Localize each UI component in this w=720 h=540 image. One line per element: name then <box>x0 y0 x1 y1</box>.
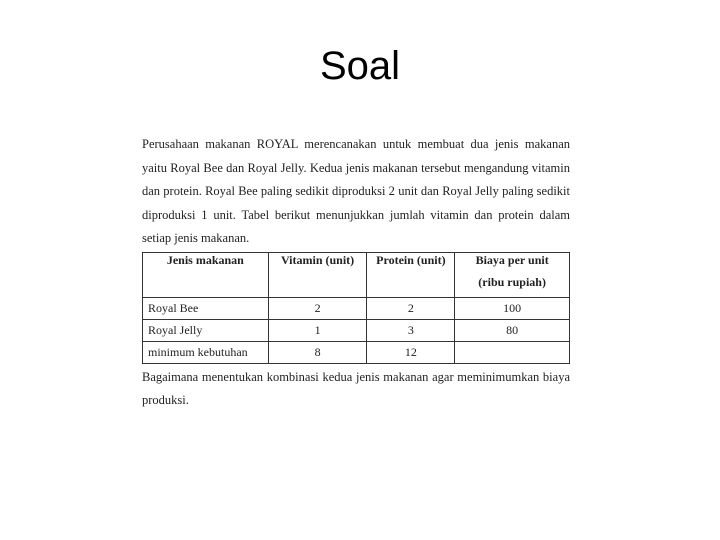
table-header-row <box>143 252 570 297</box>
cell-jenis: Royal Jelly <box>143 319 269 341</box>
header-jenis-makanan: Jenis makanan <box>143 252 269 297</box>
header-biaya-line2: (ribu rupiah) <box>478 274 546 289</box>
nutrition-table <box>142 252 570 364</box>
cell-biaya <box>455 341 570 363</box>
cell-biaya: 100 <box>455 297 570 319</box>
header-protein: Protein (unit) <box>367 252 455 297</box>
cell-jenis: Royal Bee <box>143 297 269 319</box>
table-row <box>143 297 570 319</box>
document-image <box>142 133 570 413</box>
question-paragraph: Bagaimana menentukan kombinasi kedua jenis makanan agar meminimumkan biaya produksi. <box>142 369 570 407</box>
table-row <box>143 341 570 363</box>
cell-vitamin: 2 <box>268 297 367 319</box>
cell-vitamin: 8 <box>268 341 367 363</box>
cell-protein: 12 <box>367 341 455 363</box>
cell-jenis: minimum kebutuhan <box>143 341 269 363</box>
header-biaya <box>455 252 570 297</box>
cell-biaya: 80 <box>455 319 570 341</box>
intro-paragraph: Perusahaan makanan ROYAL merencanakan untuk membuat dua jenis makanan yaitu Royal Bee dan Royal Jelly. Kedua jenis makanan tersebut mengandung vitamin dan protein. Royal Bee paling sedikit diproduksi 2 unit dan Royal Jelly paling sedikit diproduksi 1 unit. Tabel berikut menunjukkan jumlah vitamin dan protein dalam setiap jenis makanan. <box>142 137 570 245</box>
cell-protein: 3 <box>367 319 455 341</box>
header-biaya-line1: Biaya per unit <box>475 252 549 267</box>
slide-title: Soal <box>319 44 401 88</box>
table-row <box>143 319 570 341</box>
cell-vitamin: 1 <box>268 319 367 341</box>
cell-protein: 2 <box>367 297 455 319</box>
header-vitamin: Vitamin (unit) <box>268 252 367 297</box>
